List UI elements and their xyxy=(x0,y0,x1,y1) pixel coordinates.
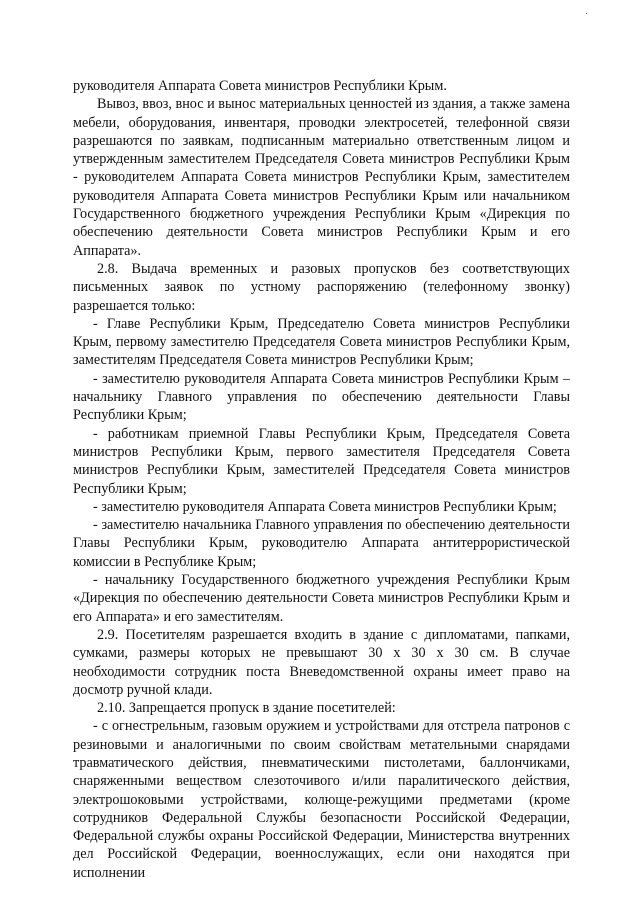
list-item-deputy-head-apparatus: - заместителю руководителя Аппарата Совета министров Республики Крым – начальнику Главного управления по обеспечению деятельности Главы Республики Крым; xyxy=(73,370,570,424)
list-item-deputy-head: - заместителю руководителя Аппарата Совета министров Республики Крым; xyxy=(93,498,557,515)
document-body xyxy=(73,77,570,882)
list-item-weapons: - с огнестрельным, газовым оружием и устройствами для отстрела патронов с резиновыми и аналогичными по своим свойствам метательными снарядами травматического действия, пневматическими пистолетами, баллончиками, снаряженными веществом слезоточивого и/или паралитического действия, электрошоковыми устройствами, колюще-режущими предметами (кроме сотрудников Федеральной Службы безопасности Российской Федерации, Федеральной службы охраны Российской Федерации, Министерства внутренних дел Российской Федерации, военнослужащих, если они находятся при исполнении xyxy=(73,718,570,881)
paragraph-2-9: 2.9. Посетителям разрешается входить в здание с дипломатами, папками, сумками, размеры которых не превышают 30 х 30 х 30 см. В случае необходимости сотрудник поста Вневедомственной охраны имеет право на досмотр ручной клади. xyxy=(73,626,570,698)
list-item-reception-staff: - работникам приемной Главы Республики Крым, Председателя Совета министров Республики Крым, первого заместителя Председателя Совета министров Республики Крым, заместителей Председателя Совета министров Республики Крым; xyxy=(73,425,570,497)
scan-speck xyxy=(586,13,587,14)
list-item-budget-institution-head: - начальнику Государственного бюджетного учреждения Республики Крым «Дирекция по обеспечению деятельности Совета министров Республики Крым и его Аппарата» и его заместителям. xyxy=(73,572,570,625)
paragraph-2-10: 2.10. Запрещается пропуск в здание посетителей: xyxy=(97,700,396,717)
paragraph-removal-of-valuables: Вывоз, ввоз, внос и вынос материальных ценностей из здания, а также замена мебели, оборудования, инвентаря, проводки электросетей, телефонной связи разрешаются по заявкам, подписанным материально ответственным лицом и утвержденным заместителем Председателя Совета министров Республики Крым - руководителем Аппарата Совета министров Республики Крым, заместителем руководителя Аппарата Совета министров Республики Крым или начальником Государственного бюджетного учреждения Республики Крым «Дирекция по обеспечению деятельности Совета министров Республики Крым и его Аппарата». xyxy=(73,96,570,259)
paragraph-continuation: руководителя Аппарата Совета министров Республики Крым. xyxy=(73,78,447,94)
list-item-head-of-republic: - Главе Республики Крым, Председателю Совета министров Республики Крым, первому заместителю Председателя Совета министров Республики Крым, заместителям Председателя Совета министров Республики Крым; xyxy=(73,315,570,369)
paragraph-2-8: 2.8. Выдача временных и разовых пропусков без соответствующих письменных заявок по устному распоряжению (телефонному звонку) разрешается только: xyxy=(73,260,570,314)
list-item-deputy-chief-directorate: - заместителю начальника Главного управления по обеспечению деятельности Главы Республики Крым, руководителю Аппарата антитеррористической комиссии в Республике Крым; xyxy=(73,517,570,570)
